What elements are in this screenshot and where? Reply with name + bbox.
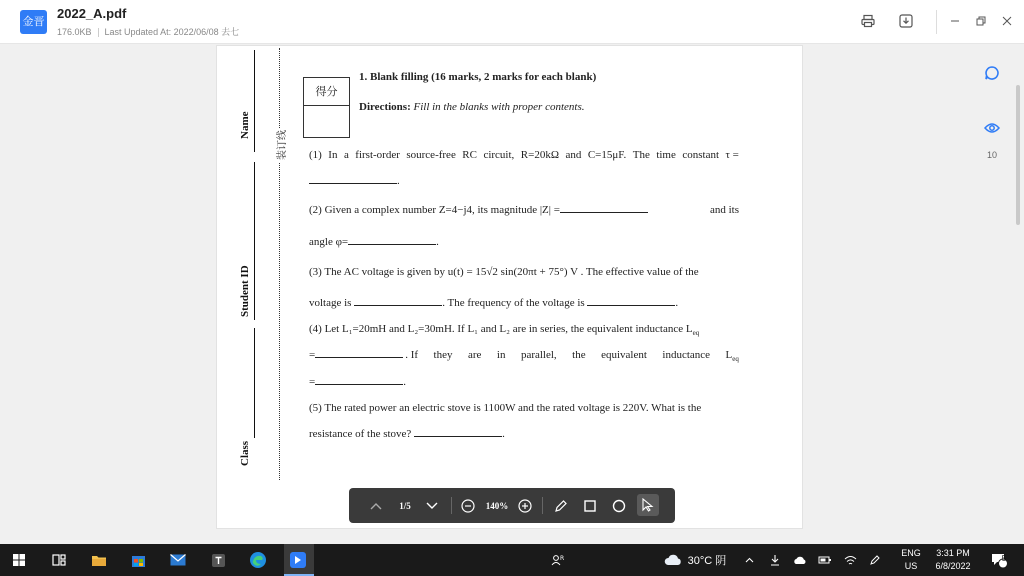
battery-icon [818,555,832,565]
zoom-in-icon [518,499,532,513]
student-id-line [254,162,255,320]
word: In [328,149,338,161]
q1-blank[interactable] [309,174,397,184]
file-explorer-button[interactable] [88,544,110,576]
last-updated: Last Updated At: 2022/06/08 去七 [104,27,240,37]
wifi-icon [844,555,857,566]
question-2-line-1: (2) Given a complex number Z=4−j4, its magnitude |Z| = and its [309,204,739,216]
word: parallel, [520,349,557,361]
comment-icon [984,65,1000,81]
weather-text: 30°C 阴 [687,555,727,567]
onedrive-button[interactable] [792,544,808,576]
q3-effective-blank[interactable] [354,296,442,306]
question-2-line-2: angle φ= . [309,236,439,248]
wifi-button[interactable] [842,544,858,576]
pen-workspace-icon [869,554,881,566]
word: circuit, [483,149,515,161]
name-label: Name [239,111,251,139]
q5-blank[interactable] [414,427,502,437]
chevron-down-icon [426,502,438,510]
word: $L_{eq}$ [725,349,739,364]
restore-icon [976,16,986,26]
question-5-line-1: (5) The rated power an electric stove is 1100W and the rated voltage is 220V. What is the [309,402,702,414]
download-icon [899,14,913,28]
word: RC [462,149,477,161]
ellipse-tool-button[interactable] [608,488,630,523]
task-view-icon [52,553,66,567]
taskbar [0,544,1024,576]
clock-date: 6/8/2022 [935,561,971,571]
restore-button[interactable] [970,10,992,32]
zoom-level[interactable]: 140% [485,500,509,511]
zoom-out-button[interactable] [458,488,478,523]
pdf-app-button[interactable] [287,544,309,576]
clock-button[interactable] [930,544,976,576]
word: source-free [406,149,456,161]
folder-icon [91,554,107,567]
word: are [467,349,482,361]
question-4-line-1: (4) Let L₁=20mH and L₂=30mH. If L₁ and L₂ are in series, the equivalent inductance $L_{eq}$ [309,323,700,338]
mail-button[interactable] [167,544,189,576]
cursor-icon [642,498,654,512]
app-logo-icon: 金晋 [20,10,47,34]
notification-count: 5 [1001,554,1007,563]
q2-magnitude-blank[interactable] [560,203,648,213]
directions-text: Fill in the blanks with proper contents. [413,101,585,113]
clock-time: 3:31 PM [936,548,970,558]
q4-parallel-blank[interactable] [315,375,403,385]
rectangle-tool-button[interactable] [579,488,601,523]
pdf-app-icon [290,552,306,568]
people-button[interactable] [548,544,568,576]
windows-logo-icon [13,554,25,566]
input-tray-icon [770,554,780,566]
previous-page-button[interactable] [365,488,387,523]
section-title: 1. Blank filling (16 marks, 2 marks for each blank) [359,71,597,83]
toolbar-divider [451,497,452,514]
directions-label: Directions: [359,101,411,113]
language-button[interactable] [898,544,924,576]
language-bottom: US [904,561,918,571]
question-4-line-3: = . [309,376,406,388]
pen-tool-button[interactable] [550,488,572,523]
store-icon [131,553,146,568]
zoom-out-icon [461,499,475,513]
people-icon [551,554,565,566]
circle-icon [612,499,626,513]
q4-series-blank[interactable] [315,348,403,358]
onedrive-cloud-icon [793,556,807,565]
close-icon [1002,16,1012,26]
word: (1) [309,149,322,161]
word: time [656,149,676,161]
store-button[interactable] [127,544,149,576]
class-line [254,328,255,438]
next-page-button[interactable] [421,488,443,523]
titlebar-divider [936,10,937,34]
student-id-label: Student ID [239,265,251,317]
score-box [303,77,350,138]
eye-icon [984,122,1000,134]
word: and [565,149,582,161]
floating-toolbar [349,488,675,523]
page-indicator[interactable]: 1/5 [399,500,411,511]
view-count-button[interactable] [982,118,1002,138]
binding-line [279,48,280,480]
name-line [254,50,255,152]
pen-workspace-button[interactable] [867,544,883,576]
question-3-line-1: (3) The AC voltage is given by u(t) = 15√2 sin(20πt + 75°) V . The effective value of the [309,266,699,278]
q2-angle-blank[interactable] [348,235,436,245]
language-top: ENG [901,548,921,558]
text-app-icon [212,554,225,567]
word: they [433,349,453,361]
pdf-page [216,45,803,529]
document-viewer[interactable] [0,45,1024,544]
word: constant [682,149,720,161]
rectangle-icon [583,499,597,513]
directions [359,100,584,114]
chevron-up-icon [370,502,382,510]
word: equivalent [601,349,647,361]
start-button[interactable] [8,544,30,576]
file-name: 2022_A.pdf [57,6,127,21]
title-bar [0,0,1024,44]
q3-frequency-blank[interactable] [587,296,675,306]
question-1-line-1 [309,148,739,162]
minimize-icon [950,16,960,26]
question-5-line-2: resistance of the stove? . [309,428,505,440]
minimize-button[interactable] [944,10,966,32]
zoom-in-button[interactable] [515,488,535,523]
binding-line-label: 装订线 [273,128,288,162]
text-app-button[interactable] [207,544,229,576]
question-4-line-2: = . If they are in parallel, the equivalent inductance $L_{eq}$ [309,348,739,366]
battery-button[interactable] [817,544,833,576]
task-view-button[interactable] [48,544,70,576]
save-button[interactable] [895,10,917,32]
edge-icon [249,551,267,569]
word: R=20kΩ [520,149,559,161]
weather-widget[interactable] [660,544,730,576]
word: The [632,149,650,161]
print-icon [861,14,875,28]
pen-icon [554,499,568,513]
word: inductance [662,349,711,361]
word: the [572,349,586,361]
view-count: 10 [986,150,997,160]
close-button[interactable] [996,10,1018,32]
mail-icon [170,554,186,566]
word: in [496,349,506,361]
toolbar-divider [542,497,543,514]
edge-button[interactable] [247,544,269,576]
print-button[interactable] [857,10,879,32]
select-tool-button[interactable] [637,494,659,516]
word: C=15μF. [587,149,627,161]
question-1-line-2: . [309,174,400,188]
word: . If [405,349,419,361]
comment-button[interactable] [982,63,1002,83]
svg-text:R: R [560,555,565,562]
file-size: 176.0KB [57,27,92,37]
scrollbar-thumb[interactable] [1016,85,1020,225]
word: a [343,149,349,161]
chevron-up-icon [745,557,754,563]
word: first-order [355,149,400,161]
word: τ = [725,149,739,161]
input-tray-button[interactable] [768,544,782,576]
file-meta [57,25,239,38]
cloud-icon [664,554,682,566]
meta-divider [98,28,99,37]
notifications-button[interactable] [988,544,1010,576]
show-hidden-icons-button[interactable] [742,544,756,576]
class-label: Class [239,440,251,466]
score-box-label: 得分 [304,78,349,106]
question-3-line-2: voltage is . The frequency of the voltage is . [309,297,679,309]
